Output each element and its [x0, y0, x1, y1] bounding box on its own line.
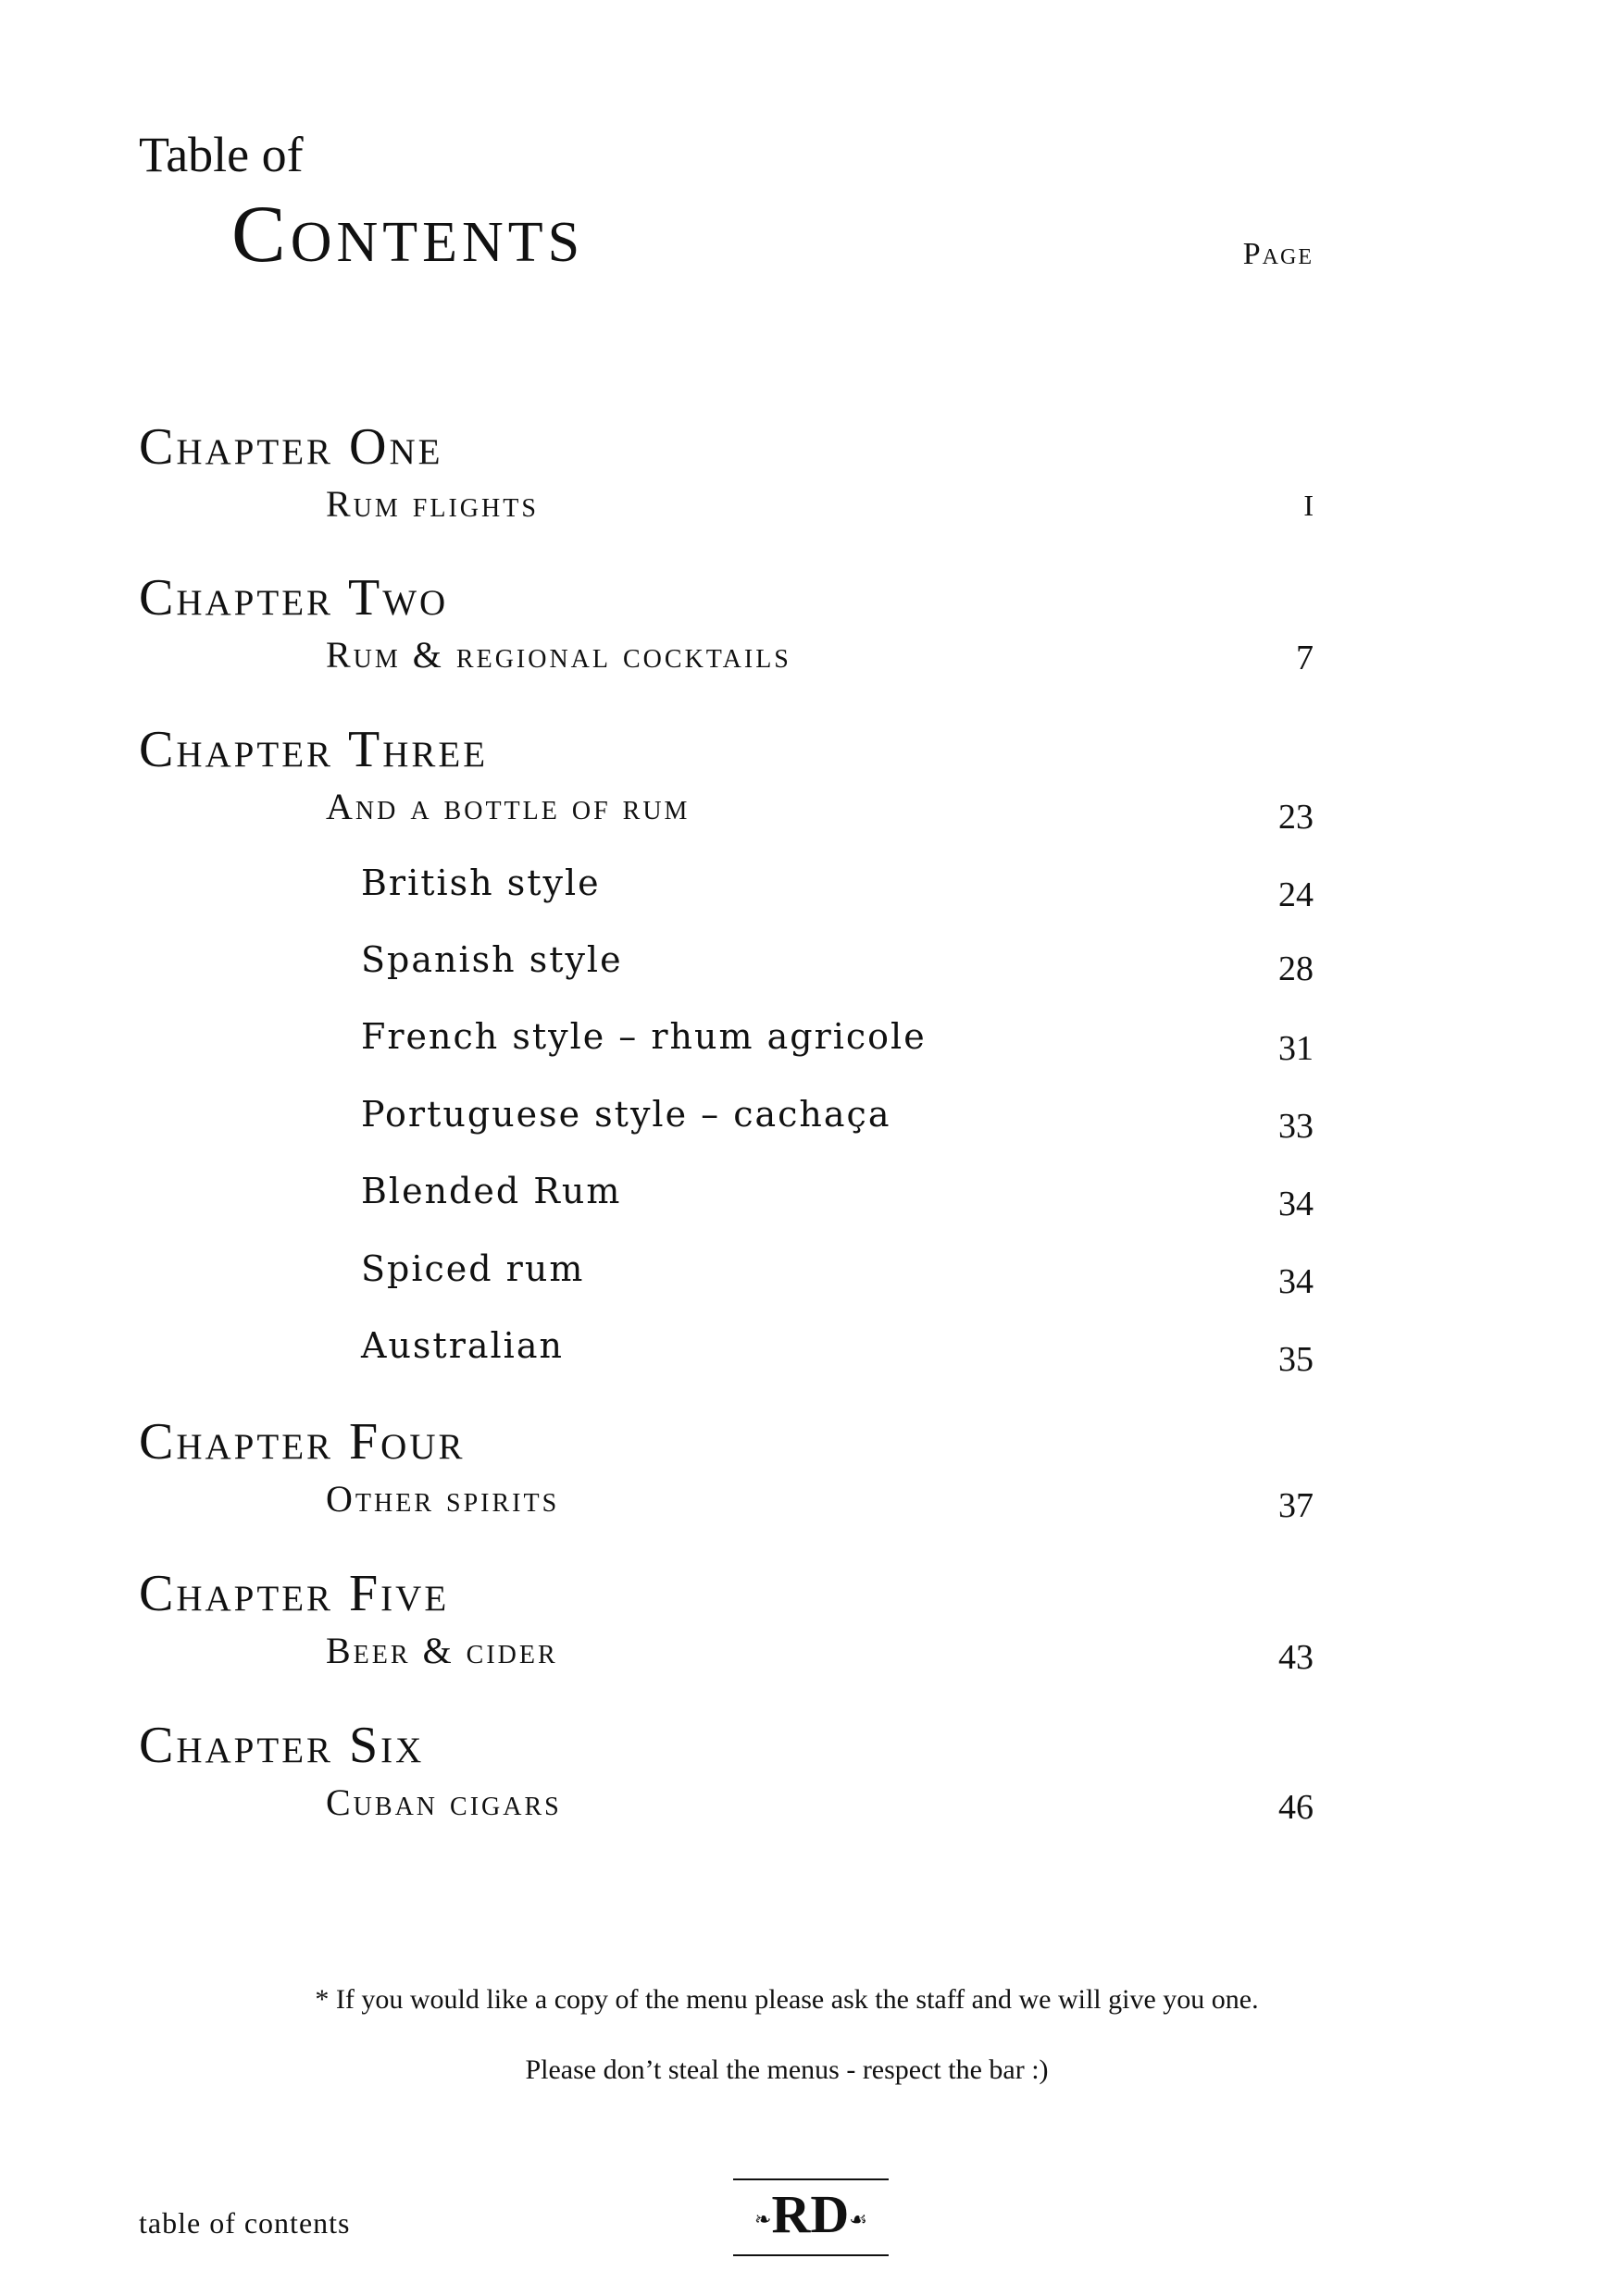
page-number: 24: [1278, 875, 1314, 914]
chapter-heading: Chapter Four: [139, 1413, 466, 1471]
subsection-title: Spiced rum: [361, 1248, 585, 1289]
logo-text: RD: [771, 2184, 850, 2244]
page-number: 33: [1278, 1107, 1314, 1146]
section-title: Cuban cigars: [326, 1781, 562, 1823]
chapter-heading: Chapter Five: [139, 1565, 450, 1622]
section-title: Other spirits: [326, 1478, 560, 1520]
section-title: Rum flights: [326, 483, 539, 525]
subsection-title: Blended Rum: [361, 1171, 622, 1211]
page-title: Contents: [231, 190, 585, 279]
footer-section-label: table of contents: [139, 2206, 351, 2240]
subsection-title: British style: [361, 863, 601, 903]
page-number: 23: [1278, 798, 1314, 837]
logo-rule-top: [733, 2178, 889, 2180]
page-number: 46: [1278, 1788, 1314, 1827]
page-number: 28: [1278, 949, 1314, 988]
copy-note: * If you would like a copy of the menu please ask the staff and we will give you one.: [315, 1984, 1259, 2015]
page-number: 7: [1296, 639, 1314, 677]
page-number: 34: [1278, 1185, 1314, 1223]
page-number: 34: [1278, 1262, 1314, 1301]
page-number: I: [1303, 489, 1314, 522]
page-number: 37: [1278, 1486, 1314, 1525]
rd-logo: [733, 2177, 889, 2260]
subsection-title: French style – rhum agricole: [361, 1016, 927, 1057]
chapter-heading: Chapter One: [139, 418, 443, 476]
logo-rule-bottom: [733, 2254, 889, 2256]
subsection-title: Australian: [361, 1325, 564, 1366]
subsection-title: Portuguese style – cachaça: [361, 1094, 891, 1135]
subsection-title: Spanish style: [361, 939, 623, 980]
ornament-right-icon: ☙: [849, 2207, 867, 2231]
page-column-header: Page: [1242, 237, 1314, 271]
page-number: 35: [1278, 1340, 1314, 1379]
page-number: 43: [1278, 1638, 1314, 1677]
ornament-left-icon: ❧: [754, 2207, 772, 2231]
logo-mark: [733, 2184, 889, 2244]
title-line-1: Table of: [139, 127, 304, 182]
chapter-heading: Chapter Three: [139, 721, 489, 778]
chapter-heading: Chapter Six: [139, 1717, 425, 1774]
steal-note: Please don’t steal the menus - respect the bar :): [525, 2054, 1049, 2085]
chapter-heading: Chapter Two: [139, 569, 449, 627]
section-title: And a bottle of rum: [326, 786, 691, 827]
page-number: 31: [1278, 1029, 1314, 1068]
section-title: Rum & regional cocktails: [326, 634, 791, 676]
section-title: Beer & cider: [326, 1630, 558, 1671]
